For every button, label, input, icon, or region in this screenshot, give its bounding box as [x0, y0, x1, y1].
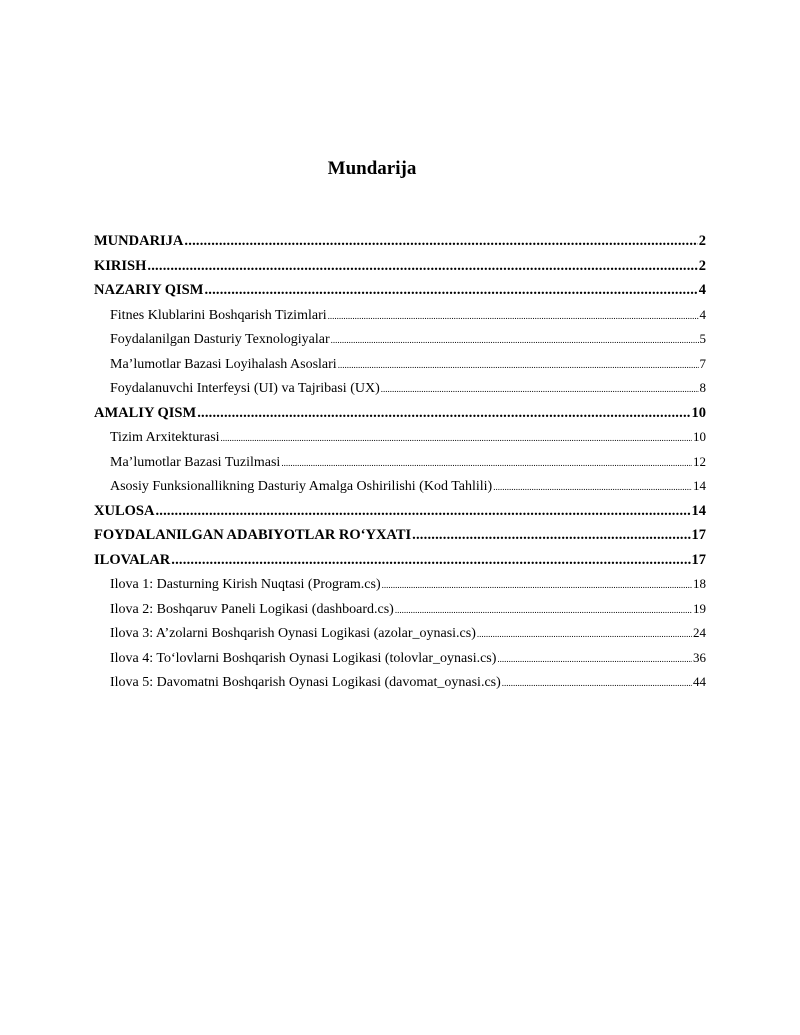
toc-entry-label: Fitnes Klublarini Boshqarish Tizimlari: [110, 307, 327, 323]
toc-entry-section[interactable]: [94, 278, 706, 303]
toc-entry-section[interactable]: [94, 401, 706, 426]
toc-dot-leader: [477, 622, 692, 646]
toc-entry-label: Asosiy Funksionallikning Dasturiy Amalga Oshirilishi (Kod Tahlili): [110, 479, 493, 494]
toc-entry-subsection[interactable]: [110, 572, 706, 597]
toc-dot-leader: [221, 426, 692, 450]
toc-entry-page-number: 44: [693, 674, 706, 689]
toc-entry-label: ILOVALAR: [94, 551, 171, 568]
toc-dot-leader: [395, 598, 692, 622]
table-of-contents: [94, 229, 706, 695]
toc-entry-page-number: 2: [698, 257, 706, 274]
toc-entry-page-number: 10: [691, 404, 706, 421]
toc-entry-label: Foydalanuvchi Interfeysi (UI) va Tajribasi (UX): [110, 381, 380, 396]
toc-entry-page-number: 2: [698, 233, 706, 249]
toc-dot-leader: [381, 377, 699, 401]
toc-entry-label: Foydalanilgan Dasturiy Texnologiyalar: [110, 332, 330, 347]
toc-entry-page-number: 24: [693, 625, 706, 640]
toc-entry-subsection[interactable]: [110, 597, 706, 622]
toc-entry-label: KIRISH: [94, 257, 147, 274]
toc-dot-leader: [197, 401, 690, 426]
toc-entry-page-number: 5: [699, 331, 706, 346]
toc-dot-leader: [147, 254, 697, 279]
toc-entry-page-number: 36: [693, 649, 706, 665]
toc-entry-subsection[interactable]: [110, 425, 706, 450]
toc-entry-label: Ma’lumotlar Bazasi Tuzilmasi: [110, 454, 281, 470]
toc-entry-subsection[interactable]: [110, 376, 706, 401]
toc-entry-page-number: 4: [698, 282, 706, 298]
toc-entry-page-number: 18: [693, 576, 706, 591]
toc-entry-page-number: 8: [699, 380, 706, 395]
toc-dot-leader: [328, 304, 699, 328]
toc-dot-leader: [281, 451, 692, 475]
toc-entry-page-number: 7: [699, 355, 706, 371]
page-title: Mundarija: [327, 158, 417, 179]
toc-entry-subsection[interactable]: [110, 670, 706, 695]
toc-entry-label: Ilova 3: A’zolarni Boshqarish Oynasi Logikasi (azolar_oynasi.cs): [110, 626, 476, 641]
toc-dot-leader: [412, 523, 690, 548]
toc-entry-label: FOYDALANILGAN ADABIYOTLAR RO‘YXATI: [94, 527, 412, 543]
toc-entry-page-number: 17: [691, 551, 706, 568]
toc-entry-page-number: 14: [693, 478, 706, 493]
toc-entry-section[interactable]: [94, 499, 706, 524]
toc-entry-page-number: 4: [699, 306, 706, 322]
toc-entry-subsection[interactable]: [110, 621, 706, 646]
toc-entry-subsection[interactable]: [110, 303, 706, 328]
toc-dot-leader: [493, 475, 692, 499]
toc-entry-section[interactable]: [94, 523, 706, 548]
toc-entry-label: Ma’lumotlar Bazasi Loyihalash Asoslari: [110, 356, 337, 372]
toc-entry-label: MUNDARIJA: [94, 233, 184, 249]
toc-entry-subsection[interactable]: [110, 646, 706, 671]
toc-dot-leader: [502, 671, 692, 695]
toc-entry-page-number: 19: [693, 600, 706, 616]
toc-dot-leader: [338, 353, 699, 377]
toc-entry-section[interactable]: [94, 229, 706, 254]
toc-entry-subsection[interactable]: [110, 327, 706, 352]
toc-entry-subsection[interactable]: [110, 450, 706, 475]
toc-dot-leader: [497, 647, 692, 671]
toc-entry-page-number: 17: [691, 527, 706, 543]
toc-dot-leader: [331, 328, 699, 352]
toc-entry-section[interactable]: [94, 548, 706, 573]
toc-dot-leader: [382, 573, 692, 597]
toc-entry-label: Tizim Arxitekturasi: [110, 430, 220, 445]
toc-entry-label: NAZARIY QISM: [94, 282, 204, 298]
toc-entry-label: Ilova 5: Davomatni Boshqarish Oynasi Logikasi (davomat_oynasi.cs): [110, 675, 501, 690]
toc-entry-page-number: 12: [693, 453, 706, 469]
toc-entry-label: AMALIY QISM: [94, 404, 197, 421]
toc-dot-leader: [155, 499, 690, 524]
toc-entry-label: Ilova 4: To‘lovlarni Boshqarish Oynasi Logikasi (tolovlar_oynasi.cs): [110, 650, 497, 666]
toc-entry-section[interactable]: [94, 254, 706, 279]
toc-dot-leader: [171, 548, 690, 573]
toc-entry-page-number: 14: [691, 502, 706, 519]
toc-entry-subsection[interactable]: [110, 352, 706, 377]
toc-dot-leader: [184, 229, 697, 254]
toc-entry-label: Ilova 1: Dasturning Kirish Nuqtasi (Program.cs): [110, 577, 381, 592]
toc-entry-subsection[interactable]: [110, 474, 706, 499]
toc-entry-page-number: 10: [693, 429, 706, 444]
toc-dot-leader: [204, 278, 697, 303]
toc-entry-label: XULOSA: [94, 502, 155, 519]
toc-entry-label: Ilova 2: Boshqaruv Paneli Logikasi (dashboard.cs): [110, 601, 394, 617]
